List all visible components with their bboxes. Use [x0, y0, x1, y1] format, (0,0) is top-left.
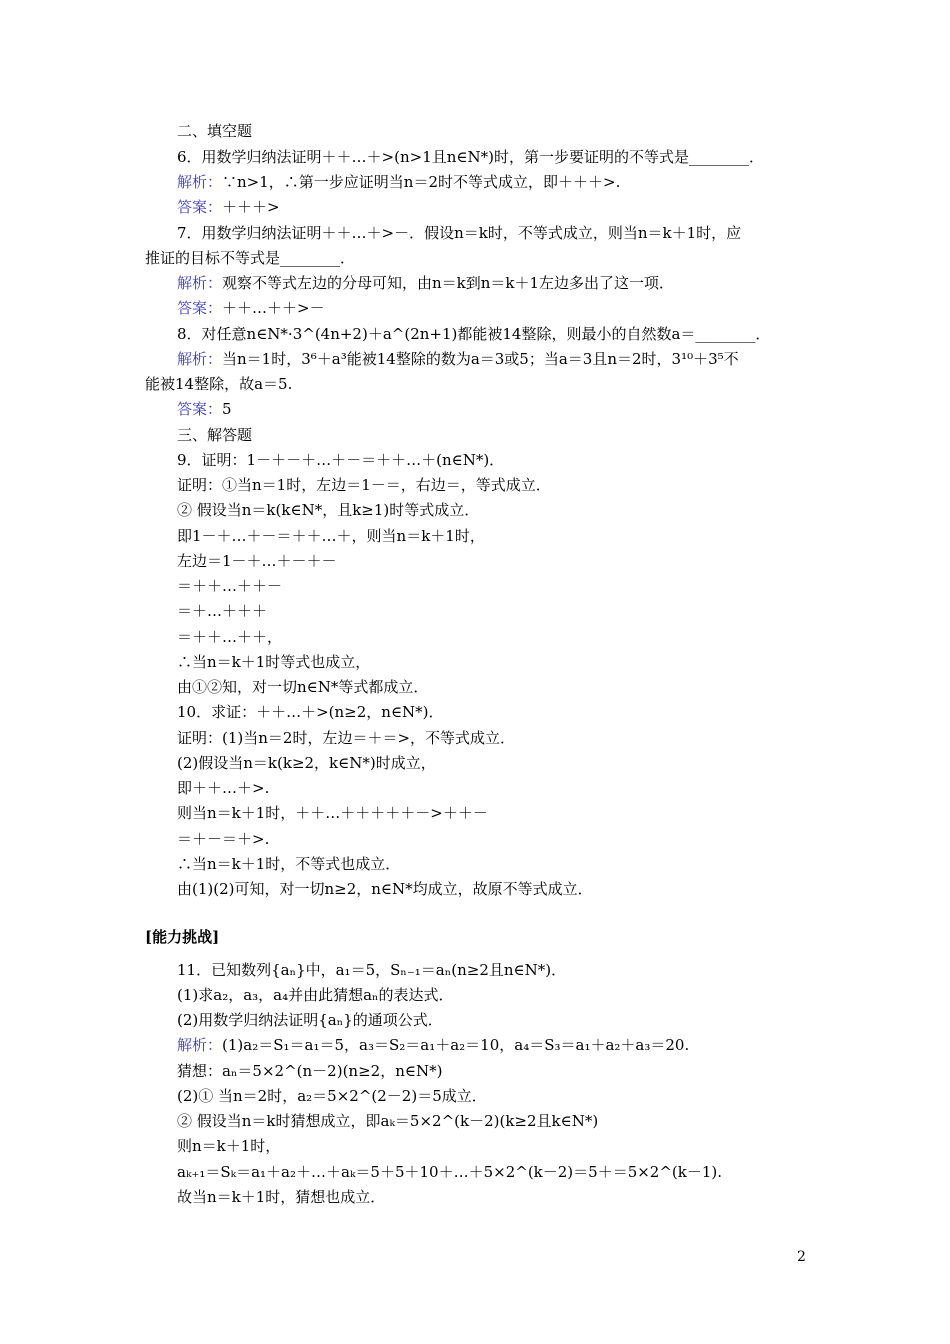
problem-11-part1: (1)求a₂，a₃，a₄并由此猜想aₙ的表达式． — [177, 986, 454, 1004]
proof-line: ∴当n＝k＋1时，不等式也成立． — [177, 855, 401, 873]
proof-line: aₖ₊₁＝Sₖ＝a₁＋a₂＋…＋aₖ＝5＋5＋10＋…＋5×2^(k－2)＝5＋＝5×2^(k－1). — [177, 1163, 723, 1181]
problem-9: 9．证明：1－＋－＋…＋－＝＋＋…＋(n∈N*)． — [177, 451, 505, 469]
proof-line: ＝＋＋…＋＋－ — [177, 577, 283, 595]
proof-line: ∴当n＝k＋1时等式也成立， — [177, 653, 371, 671]
proof-line: ＝＋…＋＋＋ — [177, 602, 268, 620]
problem-11-part2: (2)用数学归纳法证明{aₙ}的通项公式． — [177, 1011, 443, 1029]
analysis-7: 解析：观察不等式左边的分母可知，由n＝k到n＝k＋1左边多出了这一项． — [177, 274, 675, 292]
proof-line: ＝＋－＝＋>. — [177, 830, 270, 848]
proof-line: 即1－＋…＋－＝＋＋…＋，则当n＝k＋1时， — [177, 527, 485, 545]
analysis-11: 解析：(1)a₂＝S₁＝a₁＝5，a₃＝S₂＝a₁＋a₂＝10，a₄＝S₃＝a₁＋a₂＋a₃＝20. — [177, 1036, 690, 1054]
problem-10: 10．求证：＋＋…＋>(n≥2，n∈N*)． — [177, 703, 444, 721]
proof-line: 由①②知，对一切n∈N*等式都成立． — [177, 678, 429, 696]
proof-line: 由(1)(2)可知，对一切n≥2，n∈N*均成立，故原不等式成立． — [177, 880, 593, 898]
ability-challenge-heading: [能力挑战] — [145, 928, 220, 946]
section-heading: 二、填空题 — [177, 122, 253, 140]
problem-7-cont: 推证的目标不等式是________． — [145, 249, 356, 267]
analysis-6: 解析：∵n>1，∴第一步应证明当n＝2时不等式成立，即＋＋＋>. — [177, 173, 621, 191]
answer-8: 答案：5 — [177, 400, 232, 418]
proof-line: 证明：(1)当n＝2时，左边＝＋＝>，不等式成立． — [177, 729, 516, 747]
problem-7: 7．用数学归纳法证明＋＋…＋>－．假设n＝k时，不等式成立，则当n＝k＋1时，应 — [177, 224, 742, 242]
proof-line: ＝＋＋…＋＋， — [177, 628, 283, 646]
proof-line: 证明：①当n＝1时，左边＝1－＝，右边＝，等式成立． — [177, 476, 551, 494]
problem-11: 11．已知数列{aₙ}中，a₁＝5，Sₙ₋₁＝aₙ(n≥2且n∈N*)． — [177, 961, 567, 979]
page-number: 2 — [797, 1249, 806, 1265]
proof-line: 左边＝1－＋…＋－＋－ — [177, 552, 337, 570]
analysis-8: 解析：当n＝1时，3⁶＋a³能被14整除的数为a＝3或5；当a＝3且n＝2时，3¹⁰＋3⁵不 — [177, 350, 739, 368]
proof-line: 则当n＝k＋1时，＋＋…＋＋＋＋＋－>＋＋－ — [177, 804, 488, 822]
proof-line: ② 假设当n＝k(k∈N*，且k≥1)时等式成立． — [177, 501, 480, 519]
section-heading: 三、解答题 — [177, 426, 253, 444]
proof-line: (2)假设当n＝k(k≥2，k∈N*)时成立， — [177, 754, 436, 772]
proof-line: 即＋＋…＋>. — [177, 779, 270, 797]
proof-line: ② 假设当n＝k时猜想成立，即aₖ＝5×2^(k－2)(k≥2且k∈N*) — [177, 1112, 599, 1130]
proof-line: 则n＝k＋1时， — [177, 1137, 281, 1155]
problem-8: 8．对任意n∈N*·3^(4n+2)＋a^(2n+1)都能被14整除，则最小的自然数a＝________． — [177, 325, 771, 343]
proof-line: (2)① 当n＝2时，a₂＝5×2^(2－2)＝5成立． — [177, 1087, 487, 1105]
proof-line: 猜想：aₙ＝5×2^(n－2)(n≥2，n∈N*) — [177, 1062, 443, 1080]
answer-7: 答案：＋＋…＋＋>－ — [177, 299, 325, 317]
problem-6: 6．用数学归纳法证明＋＋…＋>(n>1且n∈N*)时，第一步要证明的不等式是________． — [177, 148, 764, 166]
proof-line: 故当n＝k＋1时，猜想也成立． — [177, 1188, 386, 1206]
answer-6: 答案：＋＋＋> — [177, 198, 280, 216]
analysis-8-cont: 能被14整除，故a＝5. — [145, 375, 293, 393]
